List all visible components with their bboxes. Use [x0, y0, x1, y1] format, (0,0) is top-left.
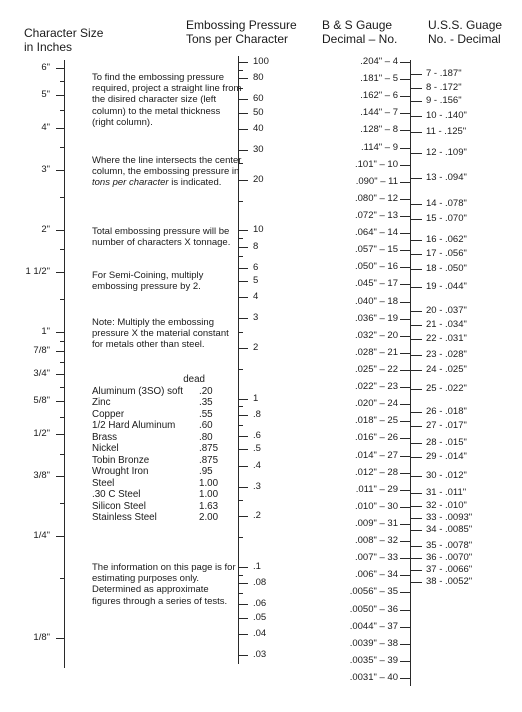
- uss-gauge-tick: [411, 101, 422, 102]
- pressure-header: Embossing Pressure Tons per Character: [186, 18, 297, 46]
- bs-gauge-label: .040" – 18: [355, 295, 398, 307]
- uss-gauge-label: 22 - .031": [426, 333, 467, 344]
- material-row: [92, 443, 227, 455]
- pressure-label: 100: [253, 56, 269, 67]
- pressure-label: 80: [253, 72, 264, 84]
- material-constant: .20: [199, 385, 213, 397]
- uss-gauge-tick: [411, 546, 422, 547]
- bs-gauge-label: .101" – 10: [355, 158, 398, 170]
- pressure-label: 2: [253, 341, 259, 353]
- pressure-label: 3: [253, 312, 259, 324]
- uss-gauge-tick: [411, 426, 422, 427]
- character-size-header: Character Size in Inches: [24, 26, 104, 54]
- pressure-label: 1: [253, 392, 259, 404]
- material-name: Tobin Bronze: [92, 454, 150, 466]
- pressure-label: .6: [253, 429, 261, 441]
- bs-gauge-label: .006" – 34: [355, 569, 398, 581]
- uss-gauge-tick: [411, 493, 422, 494]
- uss-gauge-tick: [411, 269, 422, 270]
- uss-gauge-label: 35 - .0078": [426, 540, 473, 551]
- material-row: [92, 466, 227, 478]
- uss-gauge-label: 9 - .156": [426, 95, 462, 106]
- bs-gauge-label: .020" – 24: [355, 398, 398, 410]
- instruction-units-emphasis: tons per character: [92, 177, 169, 189]
- uss-gauge-header: U.S.S. Guage No. - Decimal: [428, 18, 503, 46]
- character-size-label: 7/8": [33, 345, 50, 357]
- bs-gauge-label: .025" – 22: [355, 364, 398, 375]
- material-row: [92, 420, 227, 432]
- bs-gauge-label: .028" – 21: [355, 346, 398, 358]
- bs-gauge-label: .0035" – 39: [349, 654, 398, 666]
- pressure-label: 6: [253, 261, 259, 273]
- uss-gauge-tick: [411, 325, 422, 326]
- pressure-label: .8: [253, 408, 261, 420]
- material-name: Nickel: [92, 443, 119, 454]
- bs-gauge-label: .072" – 13: [355, 210, 398, 221]
- material-name: Silicon Steel: [92, 500, 146, 512]
- uss-gauge-tick: [411, 457, 422, 458]
- bs-gauge-label: .009" – 31: [355, 518, 398, 529]
- uss-gauge-tick: [411, 204, 422, 205]
- instruction-intersection-end: is indicated.: [168, 177, 222, 189]
- bs-gauge-label: .0031" – 40: [349, 672, 398, 683]
- pressure-label: .5: [253, 443, 261, 455]
- material-name: Zinc: [92, 397, 111, 408]
- pressure-label: .06: [253, 598, 267, 610]
- uss-gauge-label: 11 - .125": [426, 126, 467, 137]
- uss-gauge-label: 29 - .014": [426, 451, 467, 462]
- pressure-label: 10: [253, 224, 264, 236]
- pressure-label: .2: [253, 510, 261, 522]
- pressure-label: 50: [253, 106, 264, 118]
- character-size-label: 1/2": [33, 427, 50, 439]
- material-constant: 2.00: [199, 512, 219, 523]
- pressure-label: .05: [253, 611, 267, 623]
- material-name: Steel: [92, 477, 115, 489]
- material-name: Wrought Iron: [92, 466, 149, 477]
- bs-gauge-label: .050" – 16: [355, 261, 398, 273]
- material-name: Stainless Steel: [92, 512, 157, 523]
- uss-gauge-label: 12 - .109": [426, 147, 467, 158]
- uss-gauge-tick: [411, 530, 422, 531]
- bs-gauge-label: .090" – 11: [355, 175, 398, 187]
- pressure-label: 60: [253, 93, 264, 105]
- uss-gauge-label: 36 - .0070": [426, 552, 473, 563]
- instruction-intersection: [92, 155, 242, 189]
- material-rows: [92, 386, 227, 524]
- character-size-label: 4": [41, 121, 50, 133]
- pressure-label: .08: [253, 577, 267, 589]
- bs-gauge-label: .128" – 8: [360, 124, 398, 136]
- bs-gauge-label: .045" – 17: [355, 278, 398, 290]
- material-row: [92, 478, 227, 490]
- character-size-label: 1/4": [33, 529, 50, 541]
- uss-gauge-tick: [411, 240, 422, 241]
- bs-gauge-label: .011" – 29: [355, 483, 398, 495]
- uss-gauge-tick: [411, 370, 422, 371]
- uss-gauge-tick: [411, 132, 422, 133]
- uss-gauge-label: 7 - .187": [426, 68, 462, 79]
- material-constant: .55: [199, 408, 213, 420]
- character-size-label: 1": [41, 325, 50, 337]
- uss-gauge-tick: [411, 178, 422, 179]
- bs-gauge-label: .016" – 26: [355, 432, 398, 444]
- material-dead-header: dead: [183, 374, 205, 385]
- uss-gauge-label: 21 - .034": [426, 319, 467, 330]
- instruction-semi-coining: For Semi-Coining, multiply embossing pressure by 2.: [92, 270, 204, 293]
- uss-gauge-label: 30 - .012": [426, 470, 467, 481]
- material-row: [92, 489, 227, 501]
- uss-gauge-tick: [411, 355, 422, 356]
- uss-gauge-label: 27 - .017": [426, 420, 467, 431]
- uss-gauge-label: 38 - .0052": [426, 576, 473, 587]
- material-name: Copper: [92, 408, 125, 420]
- bs-gauge-label: .007" – 33: [355, 552, 398, 564]
- character-size-label: 5/8": [33, 395, 50, 407]
- bs-gauge-label: .022" – 23: [355, 381, 398, 393]
- material-constant: .80: [199, 431, 213, 443]
- uss-gauge-tick: [411, 287, 422, 288]
- uss-gauge-tick: [411, 506, 422, 507]
- pressure-label: 4: [253, 291, 259, 303]
- uss-gauge-label: 23 - .028": [426, 349, 467, 360]
- character-size-label: 5": [41, 88, 50, 100]
- material-row: [92, 397, 227, 409]
- material-constants-table: [92, 374, 227, 524]
- uss-gauge-tick: [411, 476, 422, 477]
- uss-gauge-label: 16 - .062": [426, 234, 467, 245]
- material-row: [92, 501, 227, 513]
- material-row: [92, 432, 227, 444]
- instruction-total-pressure: Total embossing pressure will be number of characters X tonnage.: [92, 226, 231, 249]
- pressure-label: .4: [253, 459, 261, 471]
- uss-gauge-tick: [411, 254, 422, 255]
- material-constant: .35: [199, 397, 213, 408]
- uss-gauge-tick: [411, 582, 422, 583]
- instruction-material-note: Note: Multiply the embossing pressure X the material constant for metals other than steel.: [92, 317, 229, 351]
- material-constant: .875: [199, 454, 219, 466]
- material-name: .30 C Steel: [92, 489, 141, 500]
- uss-gauge-label: 8 - .172": [426, 82, 462, 93]
- uss-gauge-tick: [411, 74, 422, 75]
- bs-gauge-label: .144" – 7: [360, 107, 398, 119]
- uss-gauge-tick: [411, 558, 422, 559]
- bs-gauge-header: B & S Gauge Decimal – No.: [322, 18, 398, 46]
- material-constant: .875: [199, 443, 219, 454]
- material-name: Brass: [92, 431, 118, 443]
- bs-gauge-label: .204" – 4: [360, 56, 398, 67]
- material-constant: 1.00: [199, 477, 219, 489]
- uss-gauge-tick: [411, 412, 422, 413]
- material-row: [92, 409, 227, 421]
- uss-gauge-label: 10 - .140": [426, 110, 467, 121]
- material-row: [92, 386, 227, 398]
- pressure-label: 30: [253, 144, 264, 155]
- uss-gauge-tick: [411, 153, 422, 154]
- material-constant: 1.00: [199, 489, 219, 500]
- uss-gauge-label: 17 - .056": [426, 248, 467, 259]
- uss-gauge-tick: [411, 518, 422, 519]
- uss-gauge-label: 20 - .037": [426, 305, 467, 316]
- character-size-label: 3/4": [33, 368, 50, 380]
- bs-gauge-label: .036" – 19: [355, 312, 398, 324]
- bs-gauge-label: .032" – 20: [355, 329, 398, 341]
- bs-gauge-label: .0056" – 35: [349, 586, 398, 598]
- pressure-label: .1: [253, 560, 261, 572]
- instruction-project-line: To find the embossing pressure required, project a straight line from the disired character size (left column) to the metal thickness (right column).: [92, 72, 242, 128]
- uss-gauge-label: 19 - .044": [426, 281, 467, 292]
- material-constant: 1.63: [199, 500, 219, 512]
- bs-gauge-label: .181" – 5: [360, 73, 398, 85]
- uss-gauge-label: 31 - .011": [426, 487, 467, 498]
- uss-gauge-label: 37 - .0066": [426, 564, 473, 575]
- bs-gauge-label: .0044" – 37: [349, 620, 398, 632]
- material-row: [92, 455, 227, 467]
- character-size-label: 3/8": [33, 470, 50, 482]
- uss-gauge-tick: [411, 219, 422, 220]
- uss-gauge-label: 25 - .022": [426, 383, 467, 394]
- bs-gauge-label: .080" – 12: [355, 192, 398, 204]
- uss-gauge-label: 15 - .070": [426, 213, 467, 224]
- uss-gauge-tick: [411, 311, 422, 312]
- uss-gauge-label: 32 - .010": [426, 500, 467, 511]
- bs-gauge-label: .008" – 32: [355, 535, 398, 547]
- character-size-label: 2": [41, 223, 50, 235]
- bs-gauge-label: .012" – 28: [355, 466, 398, 478]
- bs-gauge-label: .064" – 14: [355, 227, 398, 239]
- bs-gauge-label: .010" – 30: [355, 500, 398, 512]
- bs-gauge-label: .0050" – 36: [349, 603, 398, 615]
- pressure-label: 5: [253, 275, 259, 286]
- uss-gauge-tick: [411, 570, 422, 571]
- pressure-label: 40: [253, 122, 264, 134]
- character-size-label: 6": [41, 62, 50, 73]
- pressure-label: 8: [253, 240, 259, 252]
- pressure-label: .03: [253, 649, 267, 660]
- character-size-label: 1/8": [33, 632, 50, 643]
- uss-gauge-label: 28 - .015": [426, 437, 467, 448]
- material-constant: .60: [199, 420, 213, 431]
- uss-gauge-label: 13 - .094": [426, 172, 467, 183]
- instruction-intersection-text: Where the line intersects the center column, the embossing pressure in: [92, 155, 242, 178]
- bs-gauge-label: .114" – 9: [360, 141, 398, 153]
- pressure-label: .04: [253, 627, 267, 639]
- uss-gauge-label: 18 - .050": [426, 263, 467, 274]
- bs-gauge-label: .057" – 15: [355, 244, 398, 256]
- pressure-label: .3: [253, 480, 261, 492]
- disclaimer: The information on this page is for estimating purposes only. Determined as approximate figures through a series of tests.: [92, 562, 236, 607]
- character-size-label: 3": [41, 164, 50, 176]
- uss-gauge-label: 14 - .078": [426, 198, 467, 209]
- pressure-label: 20: [253, 173, 264, 185]
- character-size-label: 1 1/2": [25, 266, 50, 278]
- material-row: [92, 512, 227, 524]
- bs-gauge-label: .162" – 6: [360, 90, 398, 102]
- bs-gauge-label: .018" – 25: [355, 415, 398, 427]
- bs-gauge-label: .014" – 27: [355, 449, 398, 461]
- bs-gauge-label: .0039" – 38: [349, 637, 398, 649]
- uss-gauge-label: 33 - .0093": [426, 512, 473, 523]
- uss-gauge-label: 24 - .025": [426, 364, 467, 375]
- uss-gauge-label: 26 - .018": [426, 406, 467, 417]
- uss-gauge-tick: [411, 339, 422, 340]
- uss-gauge-label: 34 - .0085": [426, 524, 473, 535]
- uss-gauge-tick: [411, 443, 422, 444]
- material-name: 1/2 Hard Aluminum: [92, 420, 176, 431]
- material-name: Aluminum (3SO) soft: [92, 385, 183, 397]
- material-constant: .95: [199, 466, 213, 477]
- uss-gauge-tick: [411, 116, 422, 117]
- uss-gauge-tick: [411, 88, 422, 89]
- uss-gauge-tick: [411, 389, 422, 390]
